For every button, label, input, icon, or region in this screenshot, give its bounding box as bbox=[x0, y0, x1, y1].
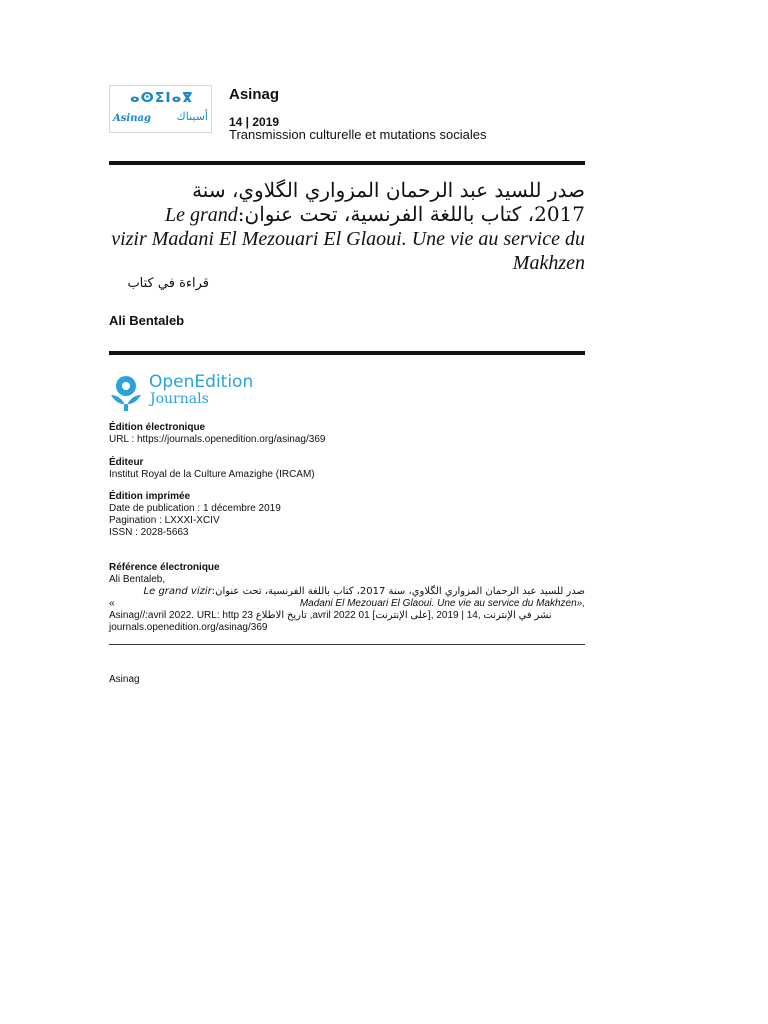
electronic-reference-section bbox=[109, 562, 220, 586]
title-arabic-2: 2017، كتاب باللغة الفرنسية، تحت عنوان: bbox=[237, 202, 585, 226]
article-subtitle: قراءة في كتاب bbox=[127, 276, 209, 291]
publication-date: Date de publication : 1 décembre 2019 bbox=[109, 503, 281, 514]
pagination: Pagination : LXXXI-XCIV bbox=[109, 515, 220, 526]
reference-line-3: Asinag//:avril 2022. URL: http 23 تاريخ الاطلاع ,avril 2022 01 نشر في الإنترنت ,14 | 2019 ,[على الإنترنت] bbox=[109, 610, 552, 621]
openedition-icon bbox=[109, 373, 143, 411]
journal-name: Asinag bbox=[229, 86, 280, 103]
reference-line-2 bbox=[109, 598, 585, 610]
reference-arabic-title: صدر للسيد عبد الرحمان المزواري الگلاوي، سنة 2017، كتاب باللغة الفرنسية، تحت عنوان: bbox=[211, 586, 585, 597]
title-line-4: Makhzen bbox=[512, 252, 585, 274]
openedition-journals: Journals bbox=[150, 391, 209, 407]
print-edition-section bbox=[109, 491, 281, 539]
logo-latin-text: Asinag bbox=[113, 113, 151, 124]
publisher-section bbox=[109, 457, 315, 481]
article-title bbox=[109, 178, 585, 275]
title-line-1: صدر للسيد عبد الرحمان المزواري الگلاوي، سنة bbox=[192, 178, 585, 202]
reference-italic-title-cont: Madani El Mezouari El Glaoui. Une vie au service du Makhzen», bbox=[299, 598, 585, 609]
reference-author: Ali Bentaleb, bbox=[109, 574, 166, 585]
logo-tifinagh-text: ⴰⵙⵉⵏⴰⴳ bbox=[130, 90, 194, 106]
issue-title: Transmission culturelle et mutations sociales bbox=[229, 127, 487, 142]
logo-arabic-text: أسيناك bbox=[176, 110, 208, 123]
electronic-edition-url[interactable]: URL : https://journals.openedition.org/asinag/369 bbox=[109, 434, 326, 445]
reference-line-1 bbox=[109, 586, 585, 598]
publisher-name: Institut Royal de la Culture Amazighe (IRCAM) bbox=[109, 469, 315, 480]
reference-italic-title: Le grand vizir bbox=[143, 586, 212, 597]
issue-number: 14 | 2019 bbox=[229, 115, 280, 129]
title-italic-a: Le grand bbox=[165, 204, 238, 226]
article-author: Ali Bentaleb bbox=[109, 313, 185, 328]
electronic-edition-heading: Édition électronique bbox=[109, 422, 206, 433]
reference-line-4[interactable]: journals.openedition.org/asinag/369 bbox=[109, 622, 268, 633]
issn: ISSN : 2028-5663 bbox=[109, 527, 189, 538]
publisher-heading: Éditeur bbox=[109, 457, 144, 468]
reference-open-quote: « bbox=[109, 598, 115, 609]
electronic-edition-section bbox=[109, 422, 325, 446]
electronic-reference-heading: Référence électronique bbox=[109, 562, 220, 573]
footer-journal-name: Asinag bbox=[109, 674, 140, 685]
middle-divider bbox=[109, 351, 585, 355]
bottom-divider bbox=[109, 644, 585, 645]
journal-logo bbox=[109, 85, 212, 133]
title-line-3: vizir Madani El Mezouari El Glaoui. Une vie au service du bbox=[111, 228, 585, 250]
openedition-name: OpenEdition bbox=[149, 372, 254, 392]
title-line-2 bbox=[109, 202, 585, 227]
print-edition-heading: Édition imprimée bbox=[109, 491, 191, 502]
top-divider bbox=[109, 161, 585, 165]
